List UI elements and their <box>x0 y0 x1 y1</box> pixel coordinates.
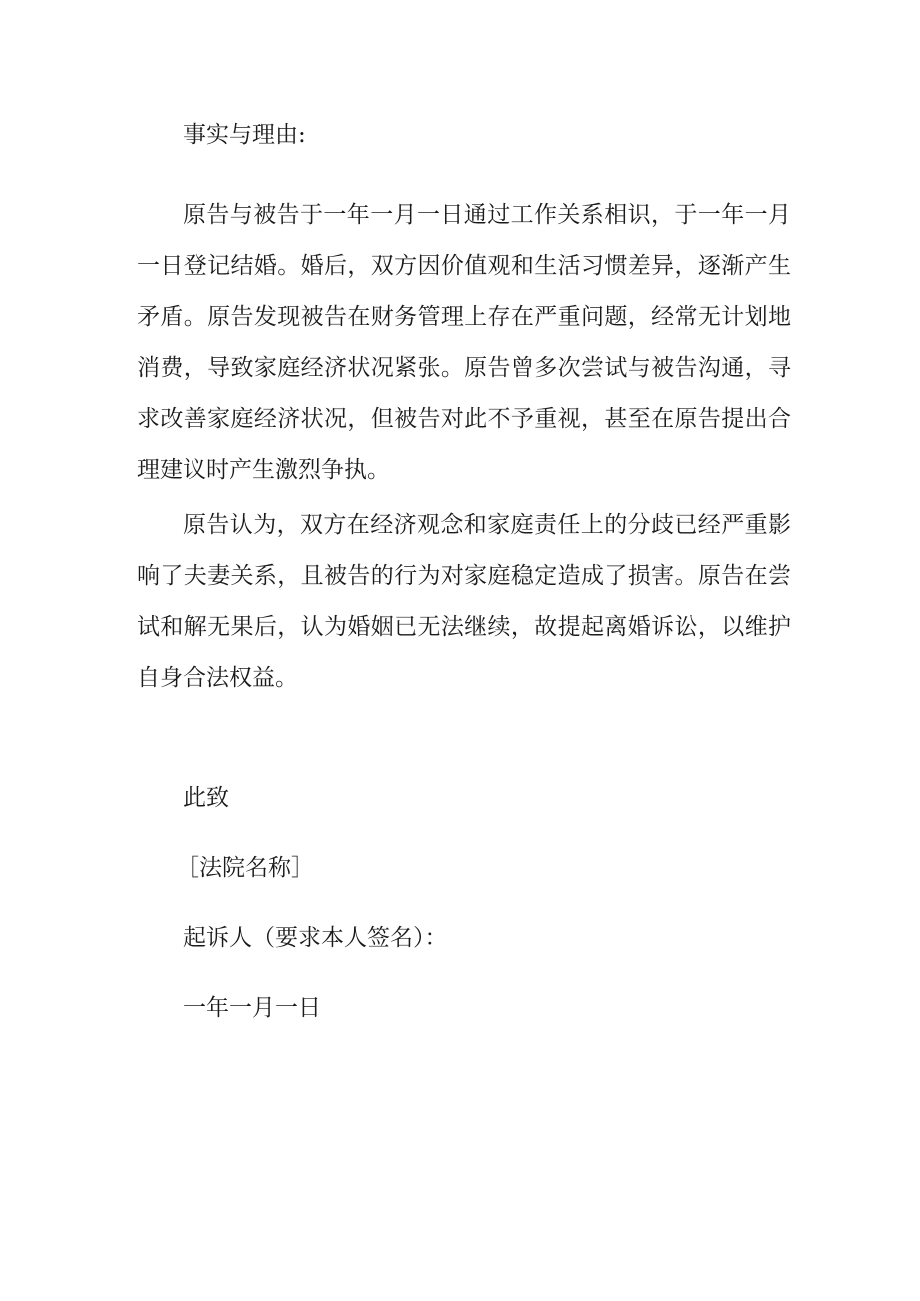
facts-paragraph-2: 原告认为，双方在经济观念和家庭责任上的分歧已经严重影响了夫妻关系，且被告的行为对家庭稳定造成了损害。原告在尝试和解无果后，认为婚姻已无法继续，故提起离婚诉讼，以维护自身合法权益。 <box>137 512 791 691</box>
facts-paragraph-1: 原告与被告于一年一月一日通过工作关系相识，于一年一月一日登记结婚。婚后，双方因价值观和生活习惯差异，逐渐产生矛盾。原告发现被告在财务管理上存在严重问题，经常无计划地消费，导致家庭经济状况紧张。原告曾多次尝试与被告沟通，寻求改善家庭经济状况，但被告对此不予重视，甚至在原告提出合理建议时产生激烈争执。 <box>137 202 791 483</box>
court-name: ［法院名称］ <box>176 855 314 881</box>
plaintiff-signature-line: 起诉人（要求本人签名）： <box>183 925 448 951</box>
section-heading: 事实与理由: <box>183 122 306 148</box>
date-line: 一年一月一日 <box>183 995 321 1021</box>
salutation: 此致 <box>183 785 229 811</box>
